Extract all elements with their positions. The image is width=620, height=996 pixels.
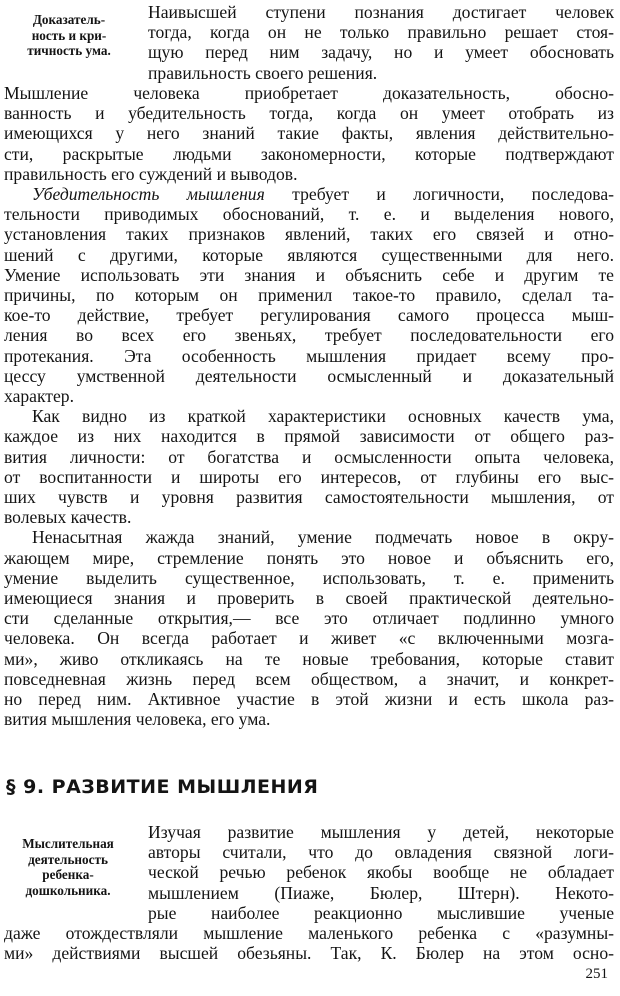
text-line: от воспитанности и широты его интересов, от глубины его выс- — [4, 466, 614, 487]
text-line: Изучая развитие мышления у детей, некоторые — [148, 822, 614, 842]
text-line: повседневная жизнь перед всем обществом, а значит, и конкрет- — [4, 668, 614, 689]
text-line: ми», живо откликаясь на те новые требования, которые ставит — [4, 648, 614, 669]
paragraph-qualities — [4, 406, 614, 527]
text-line: но перед ним. Активное участие в этой жизни и есть школа раз- — [4, 689, 614, 710]
margin-note-line: ность и кри- — [31, 27, 107, 43]
section-continuation — [4, 923, 614, 963]
text-line: ления во всех его звеньях, требует последовательности его — [4, 325, 614, 346]
text-line: вития личности: от богатства и осмысленности опыта человека, — [4, 446, 614, 467]
text-line: рые наиболее реакционно мыслившие ученые — [148, 902, 614, 923]
text-line: жающем мире, стремление понять это новое и объяснить его, — [4, 547, 614, 568]
text-line: сти, раскрытые людьми закономерности, которые подтверждают — [4, 143, 614, 164]
margin-note-line: ребенка- — [42, 867, 94, 883]
text-line: правильность своего решения. — [148, 62, 378, 83]
text-line: имеющиеся знания и проверить в своей практической деятельно- — [4, 588, 614, 609]
text-line: установления таких признаков явлений, таких его связей и отно- — [4, 224, 614, 245]
text-line: ших чувств и уровня развития самостоятельности мышления, от — [4, 487, 614, 508]
text-line: причины, по которым он применил такое-то правило, сделал та- — [4, 285, 614, 306]
text-line: мышлением (Пиаже, Бюлер, Штерн). Некото- — [148, 882, 614, 903]
text-line: правильность его суждений и выводов. — [4, 163, 298, 184]
margin-note-line: деятельность — [28, 851, 108, 867]
text-line: характер. — [4, 386, 74, 407]
text-line: Ненасытная жажда знаний, умение подмечать новое в окру- — [32, 527, 614, 548]
text-line: ми» действиями высшей обезьяны. Так, К. Бюлер на этом осно- — [4, 943, 614, 964]
text-line: Мышление человека приобретает доказательность, обосно- — [4, 83, 614, 103]
opening-paragraph — [148, 2, 614, 83]
text-line: щую перед ним задачу, но и умеет обосновать — [148, 42, 614, 63]
text-line: умение выделить существенное, использовать, т. е. применить — [4, 567, 614, 588]
text-line: кое-то действие, требует регулирования самого процесса мыш- — [4, 305, 614, 326]
text-line: протекания. Эта особенность мышления придает всему про- — [4, 345, 614, 366]
text-line: шений с другими, которые являются существенными для него. — [4, 244, 614, 265]
text-line: Как видно из краткой характеристики основных качеств ума, — [32, 406, 614, 427]
paragraph-proof — [4, 83, 614, 184]
text-line: цессу умственной деятельности осмысленный и доказательный — [4, 365, 614, 386]
text-line: Умение использовать эти знания и объяснить себе и другим те — [4, 264, 614, 285]
paragraph-persuasiveness — [4, 184, 614, 406]
text-line: авторы считали, что до овладения связной логи- — [148, 842, 614, 863]
margin-note-line: Доказатель- — [32, 12, 106, 27]
margin-note-line: дошкольника. — [25, 882, 111, 898]
text-line: человека. Он всегда работает и живет «с включенными мозга- — [4, 628, 614, 649]
margin-note-preschool-thinking — [6, 836, 130, 898]
section-opening-paragraph — [148, 822, 614, 923]
text-line: даже отождествляли мышление маленького ребенка с «разумны- — [4, 923, 614, 943]
text-line: Наивысшей ступени познания достигает человек — [148, 2, 614, 22]
text-line: каждое из них находится в прямой зависимости от общего раз- — [4, 426, 614, 447]
text-fragment: требует и логичности, последова- — [264, 184, 614, 205]
margin-note-line: тичность ума. — [27, 43, 111, 59]
text-line: тогда, когда он не только правильно решает стоя- — [148, 22, 614, 43]
text-line: сти сделанные открытия,— все это отличает подлинно умного — [4, 608, 614, 629]
page-number: 251 — [585, 966, 608, 982]
margin-note-proof-criticality — [10, 12, 128, 59]
text-line: тельности приводимых обоснований, т. е. и выделения нового, — [4, 204, 614, 225]
text-line: ческой речью ребенок якобы вообще не обладает — [148, 862, 614, 883]
body-text — [4, 83, 614, 730]
margin-note-line: Мыслительная — [22, 836, 114, 851]
italic-term: Убедительность мышления — [32, 184, 265, 205]
text-line — [4, 184, 614, 204]
text-line: ванность и убедительность тогда, когда он умеет отобрать из — [4, 103, 614, 124]
text-line: вития мышления человека, его ума. — [4, 709, 271, 730]
text-line: имеющихся у него знаний такие факты, явления действительно- — [4, 123, 614, 144]
paragraph-thirst-for-knowledge — [4, 527, 614, 729]
section-heading: § 9. РАЗВИТИЕ МЫШЛЕНИЯ — [6, 776, 319, 798]
text-line: волевых качеств. — [4, 507, 132, 528]
